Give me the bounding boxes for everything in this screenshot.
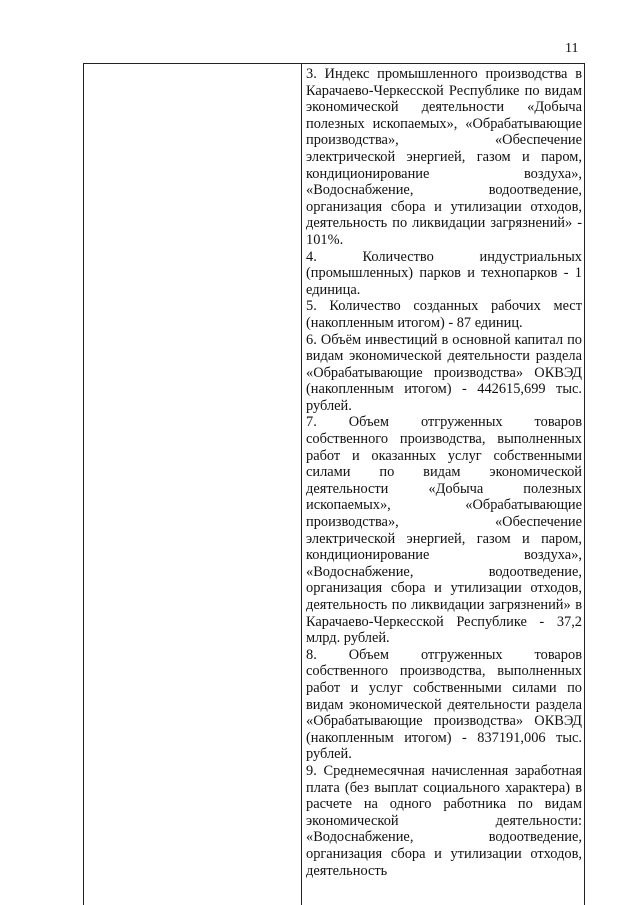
indicator-item: 6. Объём инвестиций в основной капитал по видам экономической деятельности раздела «Обрабатывающие производства» ОКВЭД (накопленным итогом) - 442615,699 тыс. рублей. bbox=[306, 331, 582, 414]
indicator-item: 8. Объем отгруженных товаров собственного производства, выполненных работ и услуг собственными силами по видам экономической деятельности раздела «Обрабатывающие производства» ОКВЭД (накопленным итогом) - 837191,006 тыс. рублей. bbox=[306, 646, 582, 763]
indicator-item: 9. Среднемесячная начисленная заработная плата (без выплат социального характера) в расчете на одного работника по видам экономической деятельности: «Водоснабжение, водоотведение, организация сбора и утилизации отходов, деятельность bbox=[306, 762, 582, 879]
page-number: 11 bbox=[565, 41, 579, 56]
indicator-item: 4. Количество индустриальных (промышленных) парков и технопарков - 1 единица. bbox=[306, 248, 582, 298]
document-table bbox=[83, 63, 585, 905]
indicator-item: 5. Количество созданных рабочих мест (накопленным итогом) - 87 единиц. bbox=[306, 298, 582, 331]
column-divider bbox=[301, 64, 302, 905]
indicator-item: 7. Объем отгруженных товаров собственного производства, выполненных работ и оказанных услуг собственными силами по видам экономической деятельности «Добыча полезных ископаемых», «Обрабатывающие производства», «Обеспечение электрической энергией, газом и паром, кондиционирование воздуха», «Водоснабжение, водоотведение, организация сбора и утилизации отходов, деятельность по ликвидации загрязнений» в Карачаево-Черкесской Республике - 37,2 млрд. рублей. bbox=[306, 414, 582, 647]
indicators-column bbox=[306, 66, 582, 879]
indicator-item: 3. Индекс промышленного производства в Карачаево-Черкесской Республике по видам экономической деятельности «Добыча полезных ископаемых», «Обрабатывающие производства», «Обеспечение электрической энергией, газом и паром, кондиционирование воздуха», «Водоснабжение, водоотведение, организация сбора и утилизации отходов, деятельность по ликвидации загрязнений» - 101%. bbox=[306, 66, 582, 248]
